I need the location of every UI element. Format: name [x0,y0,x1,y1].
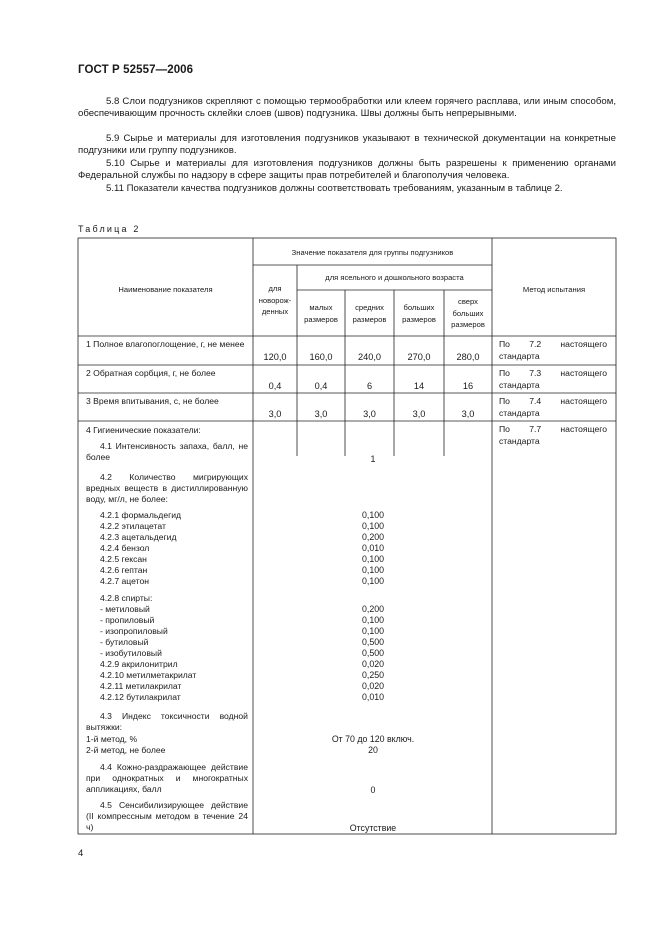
row-1-small: 160,0 [309,352,333,362]
document-header: ГОСТ Р 52557—2006 [78,64,194,76]
substance-name: - изобутиловый [100,648,162,658]
row-2-small: 0,4 [314,381,328,391]
substance-value: 0,200 [361,604,384,614]
paragraph-5-9: 5.9 Сырье и материалы для изготовления подгузников указывают в технической документации на конкретные подгузники или группу подгузников. [78,133,616,157]
substance-name: - бутиловый [100,637,149,647]
row-1-name: 1 Полное влагопоглощение, г, не менее [86,339,245,349]
row-1-method: По 7.2 настоящего стандарта [499,339,607,361]
row-3-small: 3,0 [314,409,328,419]
substance-value: 0,500 [361,648,384,658]
substance-name: - метиловый [100,604,150,614]
substance-name: - изопропиловый [100,626,168,636]
row-1-large: 270,0 [407,352,431,362]
substance-value: 0,100 [361,626,384,636]
substance-name: 4.2.10 метилметакрилат [100,670,197,680]
toxicity-method-2-label: 2-й метод, не более [86,745,166,755]
row-2-xl: 16 [462,381,474,391]
toxicity-method-1-label: 1-й метод, % [86,734,138,744]
header-large: больших размеров [402,303,436,324]
row-3-large: 3,0 [412,409,426,419]
row-1-xl: 280,0 [456,352,480,362]
row-2-medium: 6 [366,381,373,391]
header-name: Наименование показателя [118,285,213,294]
row-2-method: По 7.3 настоящего стандарта [499,368,607,390]
substance-name: - пропиловый [100,615,155,625]
sensitization-label: 4.5 Сенсибилизирующее действие (II компрессным методом в течение 24 ч) [86,800,248,832]
row-1-medium: 240,0 [358,352,381,362]
row-2-newborn: 0,4 [268,381,282,391]
substance-name: 4.2.7 ацетон [100,576,149,586]
row-2-large: 14 [413,381,425,391]
substance-name: 4.2.2 этилацетат [100,521,166,531]
substance-value: 0,100 [361,576,384,586]
substance-name: 4.2.11 метилакрилат [100,681,182,691]
substance-value: 0,100 [361,615,384,625]
table-caption: Таблица 2 [78,224,141,234]
header-method: Метод испытания [522,285,586,294]
row-2-name: 2 Обратная сорбция, г, не более [86,368,216,378]
substance-value: 0,100 [361,510,384,520]
substance-value: 0,250 [361,670,384,680]
substance-name: 4.2.6 гептан [100,565,148,575]
paragraph-5-11: 5.11 Показатели качества подгузников должны соответствовать требованиям, указанным в таблице 2. [106,183,563,194]
header-group: Значение показателя для группы подгузников [291,248,454,257]
alcohols-label: 4.2.8 спирты: [100,593,153,603]
row-1-newborn: 120,0 [263,352,287,362]
irritation-value: 0 [370,785,376,795]
substance-value: 0,100 [361,521,384,531]
header-xl: сверх больших размеров [451,297,485,330]
page-number: 4 [78,848,84,859]
substance-value: 0,500 [361,637,384,647]
substance-value: 0,020 [361,659,384,669]
toxicity-label: 4.3 Индекс токсичности водной вытяжки: [86,711,248,732]
substance-value: 0,010 [361,692,384,702]
substance-name: 4.2.12 бутилакрилат [100,692,181,702]
substance-value: 0,200 [361,532,384,542]
hygiene-title: 4 Гигиенические показатели: [86,425,201,435]
odor-label: 4.1 Интенсивность запаха, балл, не более [86,441,248,462]
irritation-label: 4.4 Кожно-раздражающее действие при однократных и многократных аппликациях, балл [86,762,248,794]
toxicity-method-1-value: От 70 до 120 включ. [331,734,415,744]
paragraph-5-8: 5.8 Слои подгузников скрепляют с помощью термообработки или клеем горячего расплава, или иным способом, обеспечивающим прочность склейки слоев (швов) подгузника. Швы должны быть непрерывными. [78,96,616,120]
row-3-newborn: 3,0 [268,409,282,419]
substance-name: 4.2.9 акрилонитрил [100,659,178,669]
row-3-xl: 3,0 [461,409,475,419]
header-newborn: для новорож-денных [258,284,292,317]
substance-name: 4.2.1 формальдегид [100,510,182,520]
header-preschool: для ясельного и дошкольного возраста [325,273,464,282]
substance-value: 0,020 [361,681,384,691]
row-3-method: По 7.4 настоящего стандарта [499,396,607,418]
header-medium: средних размеров [352,303,387,324]
header-small: малых размеров [304,303,338,324]
odor-value: 1 [370,454,376,464]
substance-value: 0,100 [361,565,384,575]
substance-name: 4.2.4 бензол [100,543,150,553]
substance-name: 4.2.3 ацетальдегид [100,532,177,542]
paragraph-5-10: 5.10 Сырье и материалы для изготовления подгузников должны быть разрешены к применению органами Федеральной службы по надзору в сфере защиты прав потребителей и благополучия человека. [78,158,616,182]
substance-value: 0,100 [361,554,384,564]
sensitization-value: Отсутствие [349,823,397,833]
substance-name: 4.2.5 гексан [100,554,147,564]
toxicity-method-2-value: 20 [368,745,378,755]
row-3-name: 3 Время впитывания, с, не более [86,396,219,406]
hygiene-method: По 7.7 настоящего стандарта [499,424,607,446]
substance-value: 0,010 [361,543,384,553]
migration-label: 4.2 Количество мигрирующих вредных веществ в дистиллированную воду, мг/л, не более: [86,472,248,504]
row-3-medium: 3,0 [363,409,376,419]
